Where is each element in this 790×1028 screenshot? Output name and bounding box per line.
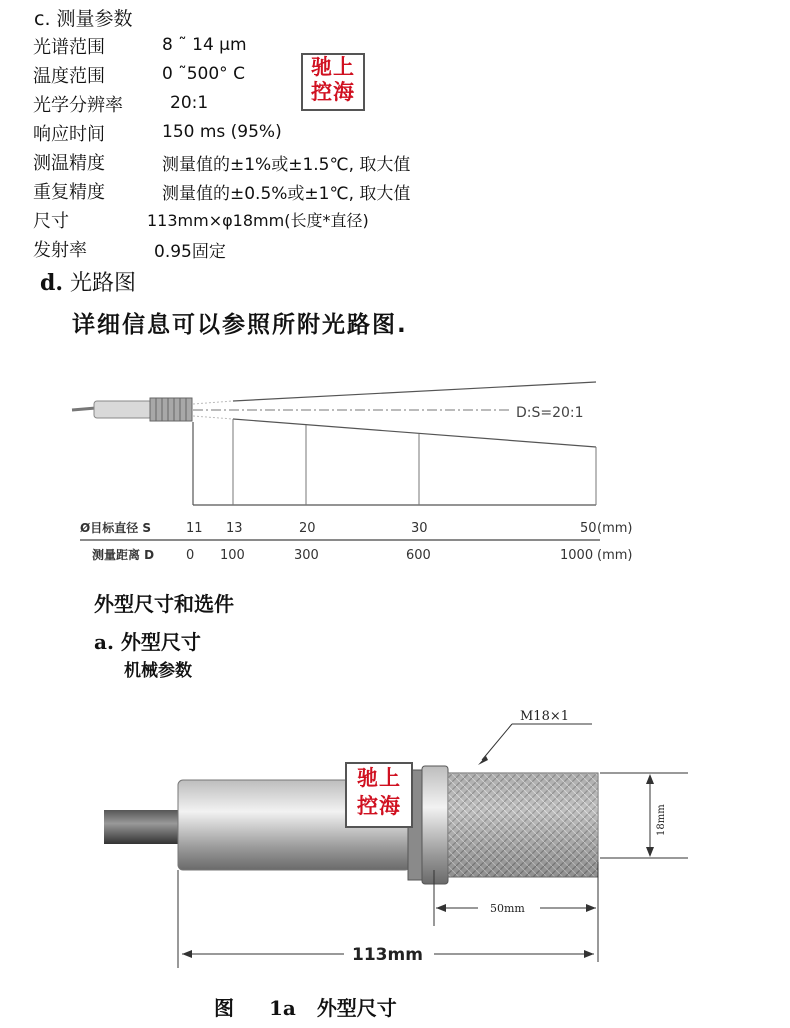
watermark-line: 控海 <box>311 80 355 104</box>
watermark-stamp <box>345 762 413 828</box>
param-value: 0 ˜500° C <box>162 64 245 84</box>
cone-lower <box>233 419 596 447</box>
param-label: 光学分辨率 <box>33 95 123 116</box>
s-value: 11 <box>186 521 203 536</box>
ratio-label: D:S=20:1 <box>516 405 584 421</box>
cable <box>104 810 184 844</box>
param-value: 0.95固定 <box>154 242 226 262</box>
d-value: 100 <box>220 548 245 563</box>
row-s-label: Ø目标直径 S <box>80 521 152 535</box>
param-value: 测量值的±1%或±1.5℃, 取大值 <box>162 155 411 175</box>
cone-upper <box>233 382 596 401</box>
param-value: 测量值的±0.5%或±1℃, 取大值 <box>162 184 411 204</box>
param-value: 8 ˜ 14 μm <box>162 35 247 55</box>
s-value: 30 <box>411 521 428 536</box>
thread-label: M18×1 <box>520 709 570 724</box>
param-label: 重复精度 <box>33 182 105 203</box>
unit-label: (mm) <box>597 548 633 563</box>
param-label: 响应时间 <box>33 124 105 145</box>
d-value: 300 <box>294 548 319 563</box>
s-value: 20 <box>299 521 316 536</box>
d-value: 600 <box>406 548 431 563</box>
param-value: 20:1 <box>170 93 209 113</box>
param-label: 尺寸 <box>33 211 69 232</box>
param-label: 测温精度 <box>33 153 105 174</box>
diameter-label: 18mm <box>656 804 667 836</box>
section-title: 光路图 <box>70 271 137 296</box>
d-value: 0 <box>186 548 195 563</box>
cable <box>72 408 96 410</box>
optical-path-heading <box>40 266 136 297</box>
dims-heading: a. 外型尺寸 <box>94 630 201 654</box>
watermark-stamp <box>301 53 365 111</box>
watermark-line: 驰上 <box>311 55 355 79</box>
caption-fig: 图 <box>214 996 234 1020</box>
param-value: 113mm×φ18mm(长度*直径) <box>147 211 369 230</box>
mech-params-label: 机械参数 <box>124 661 192 681</box>
figure-caption <box>214 992 397 1021</box>
watermark-line: 驰上 <box>357 766 401 790</box>
optical-path-chart <box>0 360 790 575</box>
s-value: 50 <box>580 521 597 536</box>
sensor-body <box>94 401 152 418</box>
thread-length-label: 50mm <box>490 902 525 915</box>
appearance-heading: 外型尺寸和选件 <box>94 592 234 616</box>
measure-params-heading: c. 测量参数 <box>34 8 133 30</box>
section-letter: d. <box>40 270 64 296</box>
param-label: 温度范围 <box>33 66 105 87</box>
nut <box>422 766 448 884</box>
sensor-dimension-drawing <box>0 690 790 990</box>
unit-label: (mm) <box>597 521 633 536</box>
d-value: 1000 <box>560 548 594 563</box>
caption-num: 1a <box>268 996 296 1020</box>
s-value: 13 <box>226 521 243 536</box>
row-d-label: 测量距离 D <box>92 548 155 562</box>
caption-text: 外型尺寸 <box>316 996 397 1020</box>
watermark-line: 控海 <box>357 794 401 818</box>
param-label: 发射率 <box>33 240 87 261</box>
total-length-label: 113mm <box>352 945 423 965</box>
optical-detail-text: 详细信息可以参照所附光路图. <box>72 312 408 338</box>
param-value: 150 ms (95%) <box>162 122 282 142</box>
param-label: 光谱范围 <box>33 37 105 58</box>
